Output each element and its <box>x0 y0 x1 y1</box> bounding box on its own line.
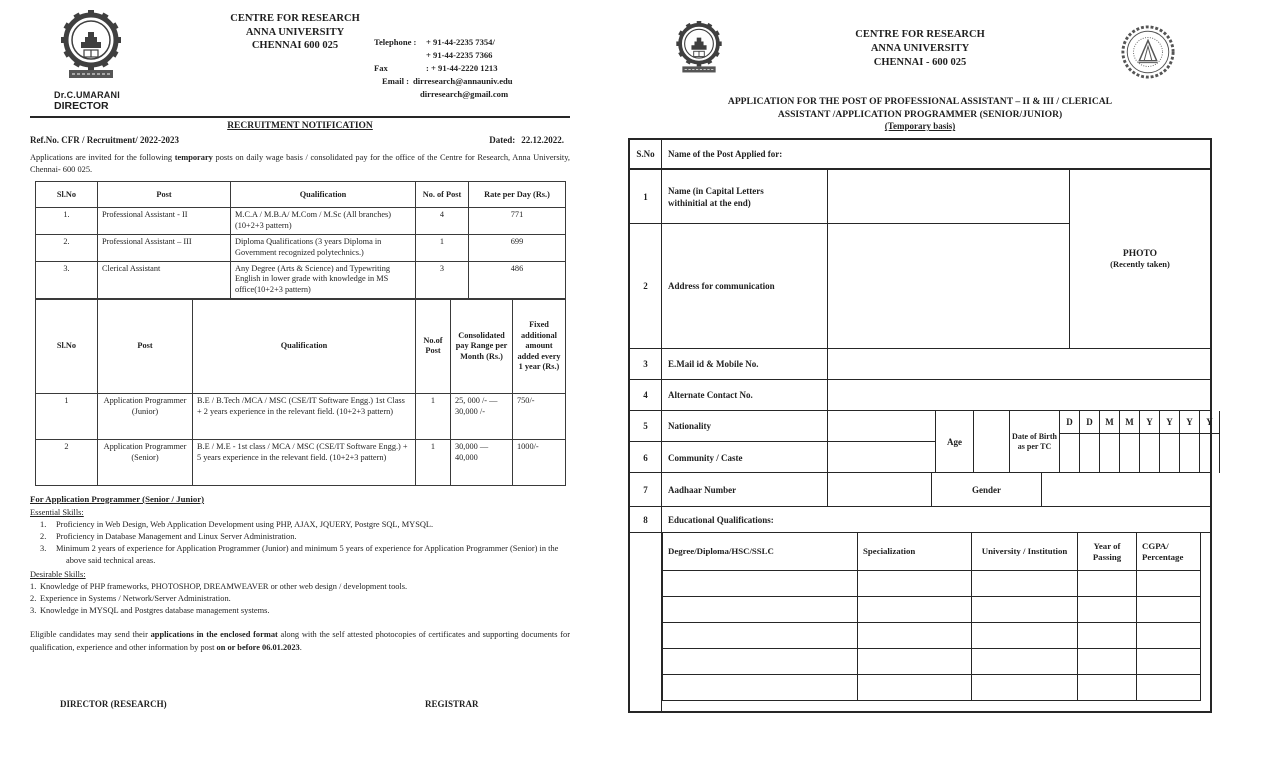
education-table-area <box>630 533 1210 711</box>
cell-count: 1 <box>416 439 451 485</box>
form-header-row <box>630 140 1210 170</box>
edu-col-year: Year of Passing <box>1078 533 1137 571</box>
skills-heading: For Application Programmer (Senior / Junior) <box>30 493 205 504</box>
edu-empty-cell <box>663 571 858 597</box>
programmer-posts-table <box>35 299 566 486</box>
dob-input-cell <box>1060 434 1080 473</box>
form-row-nationality <box>630 411 936 442</box>
form-rows-5-6-group <box>630 411 1213 473</box>
edu-empty-cell <box>858 675 972 701</box>
closing-paragraph <box>30 629 570 654</box>
reference-row <box>30 135 570 145</box>
form-row-community <box>630 442 936 473</box>
dob-letter-row <box>1060 411 1220 434</box>
dob-input-cell <box>1100 434 1120 473</box>
dob-letter: Y <box>1200 411 1220 434</box>
dob-input-cell <box>1080 434 1100 473</box>
form-title-subline: (Temporary basis) <box>884 121 956 132</box>
name-input-cell <box>828 170 1070 223</box>
dated-label: Dated: <box>489 135 516 145</box>
edu-empty-cell <box>858 571 972 597</box>
form-row-address <box>630 224 1070 348</box>
university-seal-icon <box>1120 24 1176 80</box>
fax-number: : + 91-44-2220 1213 <box>426 62 498 73</box>
closing-text: along with the self attested photocopies of certificates and supporting documents for qualification, experience and other information by post <box>30 630 570 652</box>
essential-skill-item: 3. Minimum 2 years of experience for Application Programmer (Junior) and minimum 5 years of experience for Application Programmer (Senior) in the above said technical areas. <box>40 544 559 566</box>
application-form-table <box>628 138 1212 713</box>
edu-empty-cell <box>1137 571 1201 597</box>
cell-fixed-increment: 1000/- <box>513 439 566 485</box>
sno-header: S.No <box>630 140 662 168</box>
desirable-skill-item: 3. Knowledge in MYSQL and Postgres database management systems. <box>30 606 270 616</box>
desirable-skills-label: Desirable Skills: <box>30 569 86 579</box>
gender-label: Gender <box>932 473 1042 506</box>
letterhead <box>30 4 570 116</box>
cell-count: 1 <box>416 393 451 439</box>
org-name-block <box>190 12 400 53</box>
cell-slno: 2 <box>36 439 98 485</box>
edu-empty-cell <box>1137 623 1201 649</box>
sno-column-spacer <box>630 533 662 711</box>
address-field-label: Address for communication <box>662 224 828 348</box>
row-number: 8 <box>630 507 662 532</box>
photo-label: PHOTO <box>1122 249 1158 260</box>
org-line: CENTRE FOR RESEARCH <box>230 13 360 24</box>
director-signblock <box>54 90 120 112</box>
edu-empty-cell <box>1078 623 1137 649</box>
date-of-birth-label: Date of Birth as per TC <box>1010 411 1060 472</box>
table-header-row <box>36 299 566 393</box>
intro-text: posts on daily wage basis / consolidated pay for the office of the Centre for Research, Anna University, Chennai- 600 025. <box>30 153 570 175</box>
dob-input-cell <box>1160 434 1180 473</box>
dob-letter: Y <box>1140 411 1160 434</box>
edu-empty-cell <box>1137 597 1201 623</box>
edu-col-cgpa: CGPA/ Percentage <box>1137 533 1201 571</box>
cell-pay-range: 25, 000 /- — 30,000 /- <box>451 393 513 439</box>
dob-input-cell <box>1140 434 1160 473</box>
email-mobile-label: E.Mail id & Mobile No. <box>662 349 828 379</box>
nationality-label: Nationality <box>662 411 828 441</box>
aadhaar-label: Aadhaar Number <box>662 473 828 506</box>
edu-empty-cell <box>663 623 858 649</box>
form-rows-1-2-group <box>630 170 1210 349</box>
form-title <box>628 96 1212 133</box>
cell-qualification: Any Degree (Arts & Science) and Typewriting English in lower grade with knowledge in MS office(10+2+3 pattern) <box>231 261 416 298</box>
cell-rate: 699 <box>469 234 566 261</box>
edu-empty-cell <box>1078 675 1137 701</box>
skills-section <box>30 493 570 617</box>
closing-bold: on or before 06.01.2023 <box>216 642 300 652</box>
email-label: Email : <box>382 75 409 86</box>
photo-sublabel: (Recently taken) <box>1110 259 1170 270</box>
signature-director-research: DIRECTOR (RESEARCH) <box>60 698 167 709</box>
edu-empty-row <box>663 597 1201 623</box>
closing-text: Eligible candidates may send their <box>30 630 151 640</box>
director-name: Dr.C.UMARANI <box>54 90 120 100</box>
recruitment-notification-page <box>30 4 570 719</box>
col-header-post: Post <box>98 182 231 208</box>
row-number: 1 <box>630 170 662 223</box>
aadhaar-input-cell <box>828 473 932 506</box>
col-header-qualification: Qualification <box>193 299 416 393</box>
anna-university-logo-icon <box>674 18 724 77</box>
edu-empty-row <box>663 649 1201 675</box>
nationality-input-cell <box>828 411 936 441</box>
col-header-fixed-increment: Fixed additional amount added every 1 year (Rs.) <box>513 299 566 393</box>
cell-slno: 1. <box>36 208 98 235</box>
intro-text: Applications are invited for the following <box>30 153 175 162</box>
telephone-label: Telephone : <box>374 37 417 47</box>
col-header-rate: Rate per Day (Rs.) <box>469 182 566 208</box>
telephone-number-2: + 91-44-2235 7366 <box>426 49 493 60</box>
essential-skills-label: Essential Skills: <box>30 507 84 517</box>
edu-empty-cell <box>972 571 1078 597</box>
org-line: CHENNAI 600 025 <box>251 40 339 52</box>
form-row-alt-contact <box>630 380 1210 411</box>
closing-bold: applications in the enclosed format <box>150 630 278 640</box>
alt-contact-input-cell <box>828 380 1210 410</box>
cell-post: Clerical Assistant <box>98 261 231 298</box>
signature-row <box>30 699 570 719</box>
cell-slno: 3. <box>36 261 98 298</box>
row-number: 4 <box>630 380 662 410</box>
community-input-cell <box>828 442 936 473</box>
form-title-line: ASSISTANT /APPLICATION PROGRAMMER (SENIOR/JUNIOR) <box>777 108 1063 120</box>
col-header-qualification: Qualification <box>231 182 416 208</box>
cell-count: 4 <box>416 208 469 235</box>
signature-registrar: REGISTRAR <box>425 698 479 709</box>
email-address-2: dirresearch@gmail.com <box>420 88 509 99</box>
dob-letter: D <box>1060 411 1080 434</box>
col-header-no-of-post: No. of Post <box>416 182 469 208</box>
desirable-skill-item: 1. Knowledge of PHP frameworks, PHOTOSHOP, DREAMWEAVER or other web design / development tools. <box>30 581 408 591</box>
col-header-no-of-post: No.of Post <box>416 299 451 393</box>
row-number: 7 <box>630 473 662 506</box>
notification-title: RECRUITMENT NOTIFICATION <box>227 121 373 131</box>
edu-empty-cell <box>972 649 1078 675</box>
cell-rate: 771 <box>469 208 566 235</box>
table-row <box>36 393 566 439</box>
col-header-post: Post <box>98 299 193 393</box>
cell-count: 1 <box>416 234 469 261</box>
row-number: 3 <box>630 349 662 379</box>
edu-empty-cell <box>663 675 858 701</box>
cell-post: Professional Assistant – III <box>98 234 231 261</box>
edu-empty-cell <box>1078 649 1137 675</box>
application-form-page <box>628 10 1212 713</box>
dob-letter: D <box>1080 411 1100 434</box>
table-row <box>36 208 566 235</box>
gender-input-cell <box>1042 473 1210 506</box>
edu-empty-cell <box>1078 571 1137 597</box>
community-caste-label: Community / Caste <box>662 442 828 473</box>
edu-empty-row <box>663 675 1201 701</box>
cell-post: Professional Assistant - II <box>98 208 231 235</box>
cell-post: Application Programmer (Senior) <box>98 439 193 485</box>
director-title: DIRECTOR <box>54 100 109 112</box>
org-line: CHENNAI - 600 025 <box>873 57 967 69</box>
cell-post: Application Programmer (Junior) <box>98 393 193 439</box>
edu-col-degree: Degree/Diploma/HSC/SSLC <box>663 533 858 571</box>
dob-letter: Y <box>1160 411 1180 434</box>
edu-header-row <box>663 533 1201 571</box>
anna-university-logo-icon <box>58 6 124 84</box>
edu-empty-cell <box>858 623 972 649</box>
col-header-slno: Sl.No <box>36 182 98 208</box>
edu-empty-cell <box>972 623 1078 649</box>
edu-empty-row <box>663 571 1201 597</box>
desirable-skill-item: 2. Experience in Systems / Network/Server Administration. <box>30 593 231 603</box>
table-row <box>36 439 566 485</box>
reference-number: Ref.No. CFR / Recruitment/ 2022-2023 <box>30 135 179 145</box>
edu-col-university: University / Institution <box>972 533 1078 571</box>
edu-empty-cell <box>972 597 1078 623</box>
fax-label: Fax <box>374 62 388 73</box>
org-line: ANNA UNIVERSITY <box>245 26 345 38</box>
form-title-line: APPLICATION FOR THE POST OF PROFESSIONAL ASSISTANT – II & III / CLERICAL <box>727 96 1113 107</box>
dob-input-cell <box>1180 434 1200 473</box>
edu-empty-cell <box>972 675 1078 701</box>
edu-empty-cell <box>858 597 972 623</box>
form-row-name <box>630 170 1070 224</box>
edu-col-specialization: Specialization <box>858 533 972 571</box>
letterhead-rule <box>30 116 570 118</box>
org-line: CENTRE FOR RESEARCH <box>855 29 985 40</box>
address-input-cell <box>828 224 1070 348</box>
cell-qualification: B.E / B.Tech /MCA / MSC (CSE/IT Software Engg.) 1st Class + 2 years experience in the relevant field. (10+2+3 pattern) <box>193 393 416 439</box>
dated-value: 22.12.2022. <box>521 135 564 145</box>
daily-wage-posts-table <box>35 181 566 298</box>
table-row <box>36 261 566 298</box>
email-address-1: dirresearch@annauniv.edu <box>412 75 513 86</box>
age-label: Age <box>936 411 974 472</box>
edu-empty-cell <box>1137 649 1201 675</box>
dob-boxes-area <box>1060 411 1213 472</box>
org-name-block <box>770 28 1070 71</box>
form-row-education-heading <box>630 507 1210 533</box>
cell-fixed-increment: 750/- <box>513 393 566 439</box>
cell-count: 3 <box>416 261 469 298</box>
dob-input-cell <box>1120 434 1140 473</box>
edu-empty-cell <box>1137 675 1201 701</box>
edu-empty-cell <box>663 597 858 623</box>
dob-input-cell <box>1200 434 1220 473</box>
cell-slno: 2. <box>36 234 98 261</box>
row-number: 2 <box>630 224 662 348</box>
edu-empty-cell <box>663 649 858 675</box>
form-row-aadhaar <box>630 473 1210 507</box>
email-input-cell <box>828 349 1210 379</box>
essential-skill-item: 2. Proficiency in Database Management and Linux Server Administration. <box>40 531 297 541</box>
cell-qualification: M.C.A / M.B.A/ M.Com / M.Sc (All branches) (10+2+3 pattern) <box>231 208 416 235</box>
col-header-pay-range: Consolidated pay Range per Month (Rs.) <box>451 299 513 393</box>
essential-skill-item: 1. Proficiency in Web Design, Web Application Development using PHP, AJAX, JQUERY, Postgre SQL, MYSQL. <box>40 519 434 529</box>
alternate-contact-label: Alternate Contact No. <box>662 380 828 410</box>
dob-input-row <box>1060 434 1220 473</box>
photo-box <box>1070 170 1210 348</box>
dob-letter: M <box>1100 411 1120 434</box>
row-number: 6 <box>630 442 662 473</box>
intro-paragraph <box>30 152 570 176</box>
table-row <box>36 234 566 261</box>
form-row-email <box>630 349 1210 380</box>
name-field-label: Name (in Capital Letters withinitial at the end) <box>662 170 828 223</box>
org-line: ANNA UNIVERSITY <box>870 43 970 55</box>
edu-empty-cell <box>858 649 972 675</box>
cell-slno: 1 <box>36 393 98 439</box>
telephone-number-1: + 91-44-2235 7354/ <box>426 37 495 47</box>
education-qualifications-label: Educational Qualifications: <box>668 514 774 525</box>
post-applied-header: Name of the Post Applied for: <box>668 149 783 160</box>
closing-text: . <box>299 642 302 652</box>
intro-bold: temporary <box>174 153 213 162</box>
dob-letter: Y <box>1180 411 1200 434</box>
cell-qualification: B.E / M.E - 1st class / MCA / MSC (CSE/IT Software Engg.) + 5 years experience in the relevant field. (10+2+3 pattern) <box>193 439 416 485</box>
row-number: 5 <box>630 411 662 441</box>
education-qualifications-table <box>662 532 1201 701</box>
table-header-row <box>36 182 566 208</box>
edu-empty-row <box>663 623 1201 649</box>
age-input-cell <box>974 411 1010 472</box>
dob-letter: M <box>1120 411 1140 434</box>
cell-pay-range: 30,000 — 40,000 <box>451 439 513 485</box>
edu-empty-cell <box>1078 597 1137 623</box>
col-header-slno: Sl.No <box>36 299 98 393</box>
form-letterhead <box>628 10 1212 94</box>
cell-rate: 486 <box>469 261 566 298</box>
cell-qualification: Diploma Qualifications (3 years Diploma in Government recognized polytechnics.) <box>231 234 416 261</box>
contact-block <box>374 36 570 100</box>
